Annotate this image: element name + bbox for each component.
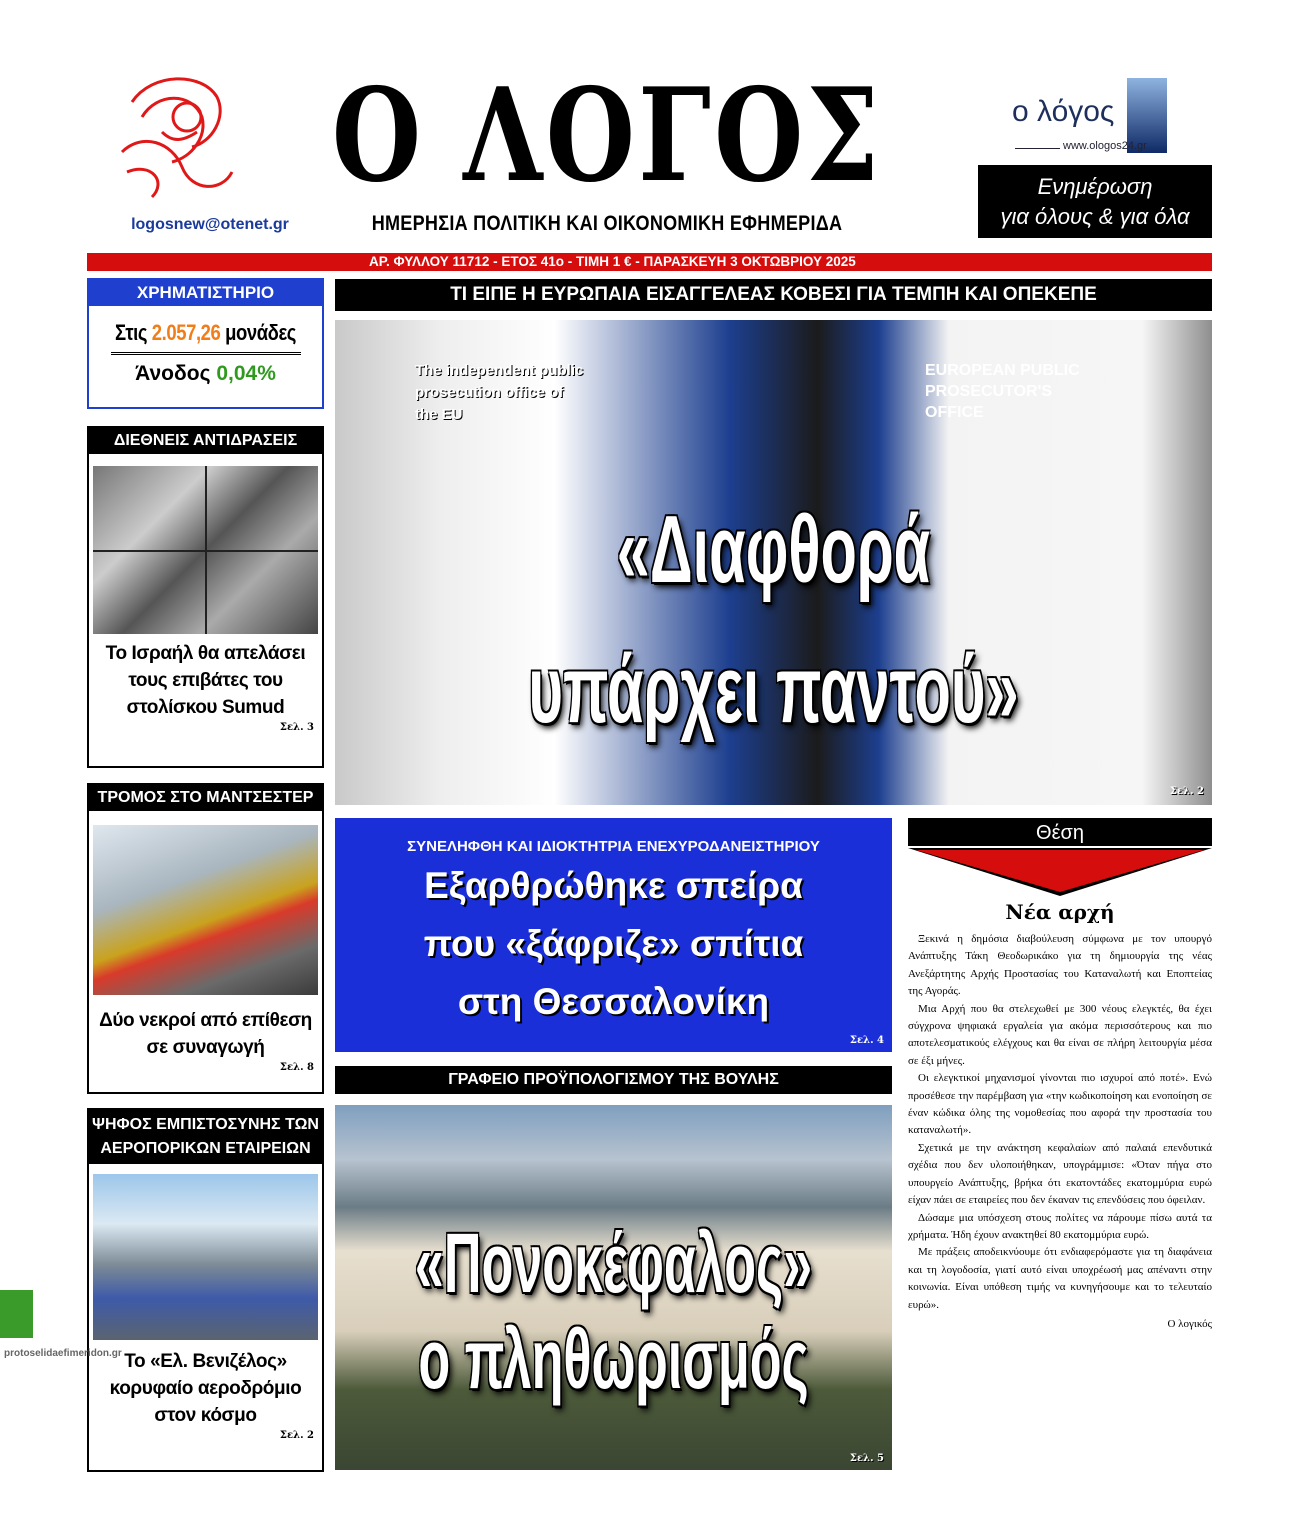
lead-headline-line: «Διαφθορά — [616, 496, 931, 603]
label: μονάδες — [225, 320, 296, 345]
page-ref: Σελ. 4 — [849, 1035, 884, 1046]
headline-line: «Πονοκέφαλος» — [414, 1216, 813, 1310]
contact-email[interactable]: logosnew@otenet.gr — [131, 216, 289, 233]
online-logo: ο λόγος — [1012, 95, 1115, 128]
third-photo[interactable] — [335, 1105, 892, 1470]
third-headline — [379, 1215, 848, 1407]
story-kicker: ΣΥΝΕΛΗΦΘΗ ΚΑΙ ΙΔΙΟΚΤΗΤΡΙΑ ΕΝΕΧΥΡΟΔΑΝΕΙΣΤΗΡΙΟΥ — [407, 838, 820, 855]
masthead-subtitle: ΗΜΕΡΗΣΙΑ ΠΟΛΙΤΙΚΗ ΚΑΙ ΟΙΚΟΝΟΜΙΚΗ ΕΦΗΜΕΡΙΔΑ — [371, 212, 843, 235]
story-headline: Το «Ελ. Βενιζέλος» κορυφαίο αεροδρόμιο στον κόσμο — [109, 1351, 302, 1426]
slogan-box — [978, 165, 1212, 238]
photo-banner-text: The independent public prosecution office of the EU — [415, 362, 584, 423]
paragraph: Σχετικά με την ανάκτηση κεφαλαίων από παλαιά επενδυτικά σχέδια που δεν υλοποιήθηκαν, υπογράμμισε: «Όταν πήγα στο υπουργείο Ανάπτυξης, βρήκα ότι εκατοντάδες εκατομμύρια ευρώ είχαν πάει σε εταιρείες που δεν έκαναν τις επενδύσεις που όφειλαν. — [908, 1141, 1212, 1207]
story-text-block — [89, 1348, 322, 1442]
stock-value-line — [108, 320, 304, 346]
watermark-green-block — [0, 1290, 33, 1338]
masthead-title: Ο ΛΟΓΟΣ — [331, 61, 883, 211]
column-body — [908, 931, 1212, 1330]
newspaper-emblem — [112, 72, 237, 202]
stock-value: 2.057,26 — [151, 320, 221, 345]
paragraph: Με πράξεις αποδεικνύουμε ότι ενδιαφερόμαστε για τη διαφάνεια και τη λογοδοσία, γιατί αυτό είναι υποχρέωσή μας απέναντι στην κοινωνία. Είναι υπόθεση τιμής να κυνηγήσουμε και το τελευταίο ευρώ». — [908, 1246, 1212, 1311]
lead-headline — [502, 480, 1046, 760]
lead-photo[interactable] — [335, 320, 1212, 805]
story-text-block — [89, 1007, 322, 1074]
online-url[interactable]: www.ologos24.gr — [1063, 140, 1147, 152]
sidebar-story[interactable] — [87, 783, 324, 1094]
column-signature: Ο λογικός — [1167, 1317, 1212, 1330]
page-ref: Σελ. 2 — [279, 1430, 314, 1441]
story-kicker: ΤΡΟΜΟΣ ΣΤΟ ΜΑΝΤΣΕΣΤΕΡ — [89, 785, 322, 811]
paragraph: Μια Αρχή που θα στελεχωθεί με 300 νέους ελεγκτές, θα έχει σύγχρονα ψηφιακά εργαλεία για ακόμα περισσότερους και πιο αποτελεσματικούς ελέγχους και θα είναι σε πλήρη λειτουργία μέσα σε έξι μήνες. — [908, 1002, 1212, 1067]
label: Στις — [114, 320, 148, 345]
headline-line: ο πληθωρισμός — [418, 1312, 809, 1406]
column-label: Θέση — [908, 818, 1212, 848]
sidebar-story[interactable] — [87, 1108, 324, 1472]
story-photo — [93, 466, 318, 634]
lead-headline-line: υπάρχει παντού» — [528, 636, 1019, 743]
photo-banner-text: EUROPEAN PUBLIC PROSECUTOR'S OFFICE — [925, 362, 1080, 421]
paragraph: Οι ελεγκτικοί μηχανισμοί γίνονται πιο ισχυροί από ποτέ». Ενώ προσέθεσε την παρέμβαση για «την κωδικοποίηση και ενοποίηση σε έναν κώδικα όλης της νομοθεσίας που αφορά την προστασία του καταναλωτή». — [908, 1072, 1212, 1137]
paragraph: Δώσαμε μια υπόσχεση στους πολίτες να πάρουμε πίσω αυτά τα χρήματα. Ήδη έχουν ανακτηθεί 80 εκατομμύρια ευρώ. — [908, 1211, 1212, 1241]
headline-line: στη Θεσσαλονίκη — [457, 981, 770, 1022]
page-ref: Σελ. 2 — [1169, 786, 1204, 797]
headline-line: Εξαρθρώθηκε σπείρα — [424, 865, 803, 906]
story-headline: Δύο νεκροί από επίθεση σε συναγωγή — [99, 1010, 312, 1058]
page-ref: Σελ. 3 — [279, 722, 314, 733]
divider — [1015, 148, 1060, 149]
third-kicker: ΓΡΑΦΕΙΟ ΠΡΟΫΠΟΛΟΓΙΣΜΟΥ ΤΗΣ ΒΟΥΛΗΣ — [335, 1066, 892, 1094]
slogan-line: Ενημέρωση — [1037, 174, 1153, 199]
story-text-block — [89, 640, 322, 734]
page-ref: Σελ. 5 — [849, 1453, 884, 1464]
story-photo — [93, 825, 318, 995]
stock-change-line — [89, 362, 322, 386]
story-kicker: ΨΗΦΟΣ ΕΜΠΙΣΤΟΣΥΝΗΣ ΤΩΝ ΑΕΡΟΠΟΡΙΚΩΝ ΕΤΑΙΡΕΙΩΝ — [89, 1110, 322, 1164]
divider — [111, 352, 301, 356]
story-headline — [335, 857, 892, 1031]
story-photo — [93, 1174, 318, 1340]
paragraph: Ξεκινά η δημόσια διαβούλευση σύμφωνα με τον υπουργό Ανάπτυξης Τάκη Θεοδωρικάκο για τη δημιουργία της νέας Ανεξάρτητης Αρχής Προστασίας του Καταναλωτή και Εποπτείας της Αγοράς. — [908, 933, 1212, 998]
red-triangle-ornament — [908, 848, 1212, 896]
column-title: Νέα αρχή — [1005, 900, 1115, 924]
issue-info-bar: ΑΡ. ΦΥΛΛΟΥ 11712 - ΕΤΟΣ 41ο - ΤΙΜΗ 1 € - ΠΑΡΑΣΚΕΥΗ 3 ΟΚΤΩΒΡΙΟΥ 2025 — [87, 253, 1212, 271]
story-headline: Το Ισραήλ θα απελάσει τους επιβάτες του στολίσκου Sumud — [105, 643, 306, 718]
page-ref: Σελ. 8 — [279, 1062, 314, 1073]
label: Άνοδος — [135, 362, 211, 385]
sidebar-story[interactable] — [87, 426, 324, 768]
headline-line: που «ξάφριζε» σπίτια — [423, 923, 804, 964]
story-kicker: ΔΙΕΘΝΕΙΣ ΑΝΤΙΔΡΑΣΕΙΣ — [89, 428, 322, 454]
watermark: protoselidaefimeridon.gr — [4, 1348, 122, 1359]
stock-market-box — [87, 278, 324, 409]
stock-change: 0,04% — [216, 362, 276, 385]
second-story[interactable] — [335, 818, 892, 1052]
slogan-line: για όλους & για όλα — [1000, 204, 1190, 229]
stock-title: ΧΡΗΜΑΤΙΣΤΗΡΙΟ — [89, 280, 322, 306]
lead-kicker: ΤΙ ΕΙΠΕ Η ΕΥΡΩΠΑΙΑ ΕΙΣΑΓΓΕΛΕΑΣ ΚΟΒΕΣΙ ΓΙΑ ΤΕΜΠΗ ΚΑΙ ΟΠΕΚΕΠΕ — [335, 279, 1212, 311]
